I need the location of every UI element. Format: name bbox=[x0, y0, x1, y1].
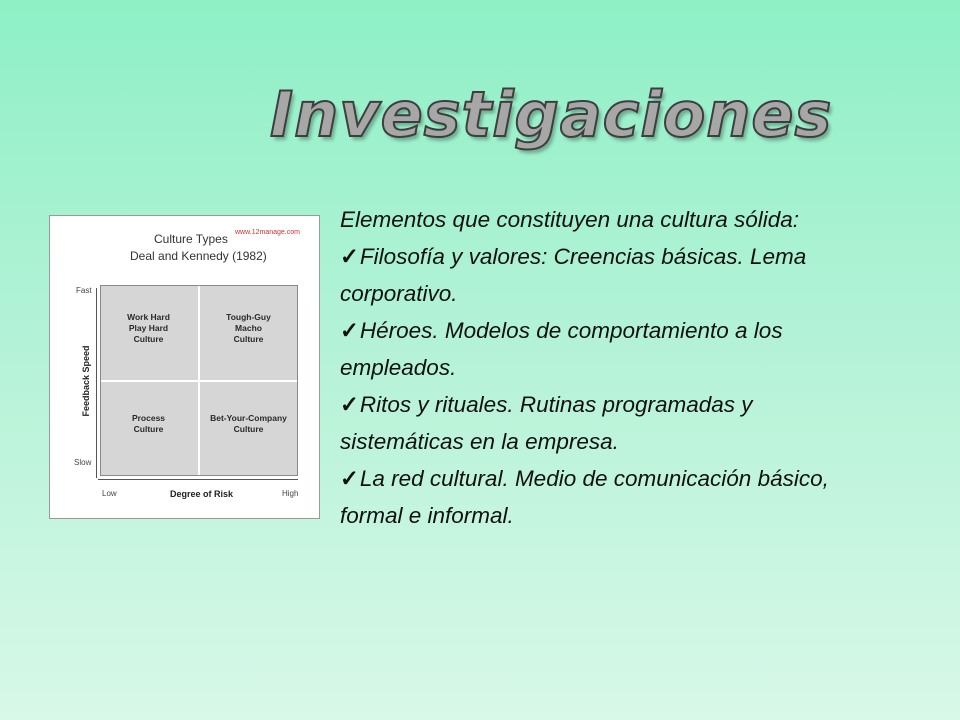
quadrant-label-line: Culture bbox=[233, 424, 264, 434]
bullet-item bbox=[340, 312, 920, 349]
figure-title: Culture Types bbox=[154, 232, 228, 246]
checkmark-icon: ✓ bbox=[340, 318, 359, 343]
bullet-item bbox=[340, 460, 920, 497]
bullet-continuation: empleados. bbox=[340, 355, 457, 380]
bullet-text: Filosofía y valores: Creencias básicas. Lema bbox=[359, 244, 807, 269]
bullet-text: La red cultural. Medio de comunicación básico, bbox=[359, 466, 829, 491]
bullet-text: Ritos y rituales. Rutinas programadas y bbox=[359, 392, 753, 417]
checkmark-icon: ✓ bbox=[340, 466, 359, 491]
checkmark-icon: ✓ bbox=[340, 244, 359, 269]
quadrant-label-line: Tough-Guy bbox=[226, 312, 271, 322]
quadrant-label-line: Macho bbox=[235, 323, 262, 333]
y-axis-title: Feedback Speed bbox=[81, 345, 91, 417]
figure-source: www.12manage.com bbox=[235, 229, 300, 236]
culture-types-diagram bbox=[49, 215, 320, 519]
quadrant-bottom-left bbox=[100, 413, 197, 435]
intro-text: Elementos que constituyen una cultura sólida: bbox=[340, 207, 800, 232]
bullet-item bbox=[340, 238, 920, 275]
quadrant-label-line: Culture bbox=[233, 334, 264, 344]
y-axis-low-label: Slow bbox=[74, 458, 92, 467]
y-axis-line bbox=[96, 288, 97, 478]
grid-divider-horizontal bbox=[101, 380, 297, 382]
slide-title: Investigaciones bbox=[270, 78, 833, 151]
x-axis-low-label: Low bbox=[102, 489, 117, 498]
quadrant-label-line: Bet-Your-Company bbox=[210, 413, 287, 423]
quadrant-label-line: Culture bbox=[133, 424, 164, 434]
slide-body bbox=[340, 201, 920, 534]
quadrant-label-line: Play Hard bbox=[128, 323, 169, 333]
y-axis-high-label: Fast bbox=[76, 286, 92, 295]
checkmark-icon: ✓ bbox=[340, 392, 359, 417]
x-axis-line bbox=[98, 479, 298, 480]
quadrant-label-line: Culture bbox=[133, 334, 164, 344]
quadrant-top-left bbox=[100, 312, 197, 345]
bullet-continuation: formal e informal. bbox=[340, 503, 514, 528]
quadrant-bottom-right bbox=[199, 413, 298, 435]
quadrant-label-line: Process bbox=[131, 413, 166, 423]
quadrant-top-right bbox=[199, 312, 298, 345]
figure-subtitle: Deal and Kennedy (1982) bbox=[130, 249, 267, 263]
bullet-text: Héroes. Modelos de comportamiento a los bbox=[359, 318, 783, 343]
bullet-continuation: corporativo. bbox=[340, 281, 458, 306]
bullet-continuation: sistemáticas en la empresa. bbox=[340, 429, 619, 454]
x-axis-high-label: High bbox=[282, 489, 299, 498]
quadrant-label-line: Work Hard bbox=[127, 312, 170, 322]
bullet-item bbox=[340, 386, 920, 423]
x-axis-title: Degree of Risk bbox=[170, 489, 234, 499]
